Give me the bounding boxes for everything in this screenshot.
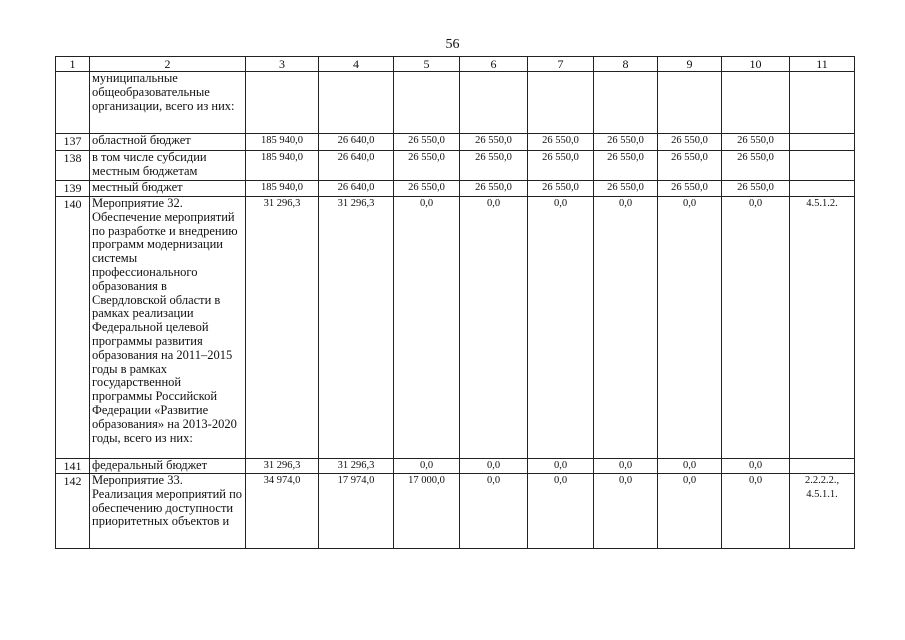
amount-cell: 26 550,0 xyxy=(594,181,658,197)
amount-cell: 26 550,0 xyxy=(460,181,528,197)
target-code-cell xyxy=(790,151,855,181)
amount-cell: 26 550,0 xyxy=(594,151,658,181)
amount-cell: 26 550,0 xyxy=(528,181,594,197)
amount-cell xyxy=(528,72,594,134)
column-header: 7 xyxy=(528,57,594,72)
amount-cell: 0,0 xyxy=(460,459,528,474)
row-number: 142 xyxy=(56,474,90,549)
amount-cell: 31 296,3 xyxy=(246,459,319,474)
amount-cell xyxy=(460,72,528,134)
target-code-cell xyxy=(790,459,855,474)
amount-cell: 0,0 xyxy=(594,474,658,549)
table-row xyxy=(56,134,855,151)
column-header: 10 xyxy=(722,57,790,72)
amount-cell: 0,0 xyxy=(594,197,658,459)
amount-cell: 0,0 xyxy=(658,197,722,459)
budget-table xyxy=(55,56,855,549)
amount-cell: 0,0 xyxy=(528,197,594,459)
amount-cell: 0,0 xyxy=(722,474,790,549)
amount-cell: 26 640,0 xyxy=(319,151,394,181)
table-row xyxy=(56,197,855,459)
table-row xyxy=(56,72,855,134)
row-description: Мероприятие 33. Реализация мероприятий по обеспечению доступности приоритетных объектов и xyxy=(90,474,246,549)
target-code-cell xyxy=(790,181,855,197)
row-number: 139 xyxy=(56,181,90,197)
amount-cell: 26 550,0 xyxy=(528,134,594,151)
amount-cell: 0,0 xyxy=(394,197,460,459)
amount-cell: 185 940,0 xyxy=(246,181,319,197)
column-header: 3 xyxy=(246,57,319,72)
amount-cell xyxy=(594,72,658,134)
row-description: областной бюджет xyxy=(90,134,246,151)
amount-cell: 0,0 xyxy=(722,197,790,459)
amount-cell: 31 296,3 xyxy=(319,459,394,474)
table-row xyxy=(56,474,855,549)
amount-cell: 26 640,0 xyxy=(319,181,394,197)
amount-cell: 0,0 xyxy=(658,474,722,549)
amount-cell: 31 296,3 xyxy=(319,197,394,459)
amount-cell: 185 940,0 xyxy=(246,151,319,181)
table-row xyxy=(56,151,855,181)
row-number xyxy=(56,72,90,134)
amount-cell: 26 550,0 xyxy=(394,134,460,151)
column-header: 5 xyxy=(394,57,460,72)
amount-cell: 0,0 xyxy=(460,197,528,459)
amount-cell: 26 550,0 xyxy=(658,181,722,197)
column-header: 9 xyxy=(658,57,722,72)
row-number: 137 xyxy=(56,134,90,151)
column-header: 2 xyxy=(90,57,246,72)
row-number: 140 xyxy=(56,197,90,459)
column-header: 1 xyxy=(56,57,90,72)
amount-cell xyxy=(658,72,722,134)
header-row xyxy=(56,57,855,72)
row-number: 138 xyxy=(56,151,90,181)
amount-cell: 0,0 xyxy=(594,459,658,474)
amount-cell: 0,0 xyxy=(460,474,528,549)
amount-cell: 26 550,0 xyxy=(394,151,460,181)
table-row xyxy=(56,181,855,197)
amount-cell: 0,0 xyxy=(528,459,594,474)
page-number: 56 xyxy=(445,37,460,52)
target-code-cell: 4.5.1.2. xyxy=(790,197,855,459)
amount-cell: 26 550,0 xyxy=(722,151,790,181)
target-code-cell xyxy=(790,134,855,151)
row-description: федеральный бюджет xyxy=(90,459,246,474)
amount-cell: 26 550,0 xyxy=(528,151,594,181)
amount-cell: 0,0 xyxy=(658,459,722,474)
column-header: 11 xyxy=(790,57,855,72)
amount-cell: 26 550,0 xyxy=(722,181,790,197)
amount-cell xyxy=(319,72,394,134)
amount-cell: 17 974,0 xyxy=(319,474,394,549)
target-code-cell xyxy=(790,72,855,134)
amount-cell: 17 000,0 xyxy=(394,474,460,549)
amount-cell: 26 550,0 xyxy=(658,134,722,151)
amount-cell: 0,0 xyxy=(394,459,460,474)
amount-cell: 26 550,0 xyxy=(722,134,790,151)
table-row xyxy=(56,459,855,474)
amount-cell: 26 550,0 xyxy=(394,181,460,197)
amount-cell: 26 550,0 xyxy=(460,151,528,181)
row-description: местный бюджет xyxy=(90,181,246,197)
amount-cell: 0,0 xyxy=(722,459,790,474)
column-header: 6 xyxy=(460,57,528,72)
amount-cell: 26 550,0 xyxy=(460,134,528,151)
row-description: муниципальные общеобразовательные организации, всего из них: xyxy=(90,72,246,134)
amount-cell xyxy=(394,72,460,134)
amount-cell xyxy=(722,72,790,134)
target-code-cell: 2.2.2.2., 4.5.1.1. xyxy=(790,474,855,549)
amount-cell xyxy=(246,72,319,134)
amount-cell: 26 550,0 xyxy=(594,134,658,151)
amount-cell: 26 550,0 xyxy=(658,151,722,181)
row-description: Мероприятие 32. Обеспечение мероприятий по разработке и внедрению программ модернизации системы профессионального образования в Свердловской области в рамках реализации Федеральной целевой программы развития образования на 2011–2015 годы в рамках государственной программы Российской Федерации «Развитие образования» на 2013-2020 годы, всего из них: xyxy=(90,197,246,459)
amount-cell: 0,0 xyxy=(528,474,594,549)
amount-cell: 34 974,0 xyxy=(246,474,319,549)
row-number: 141 xyxy=(56,459,90,474)
row-description: в том числе субсидии местным бюджетам xyxy=(90,151,246,181)
column-header: 4 xyxy=(319,57,394,72)
amount-cell: 31 296,3 xyxy=(246,197,319,459)
amount-cell: 26 640,0 xyxy=(319,134,394,151)
amount-cell: 185 940,0 xyxy=(246,134,319,151)
column-header: 8 xyxy=(594,57,658,72)
